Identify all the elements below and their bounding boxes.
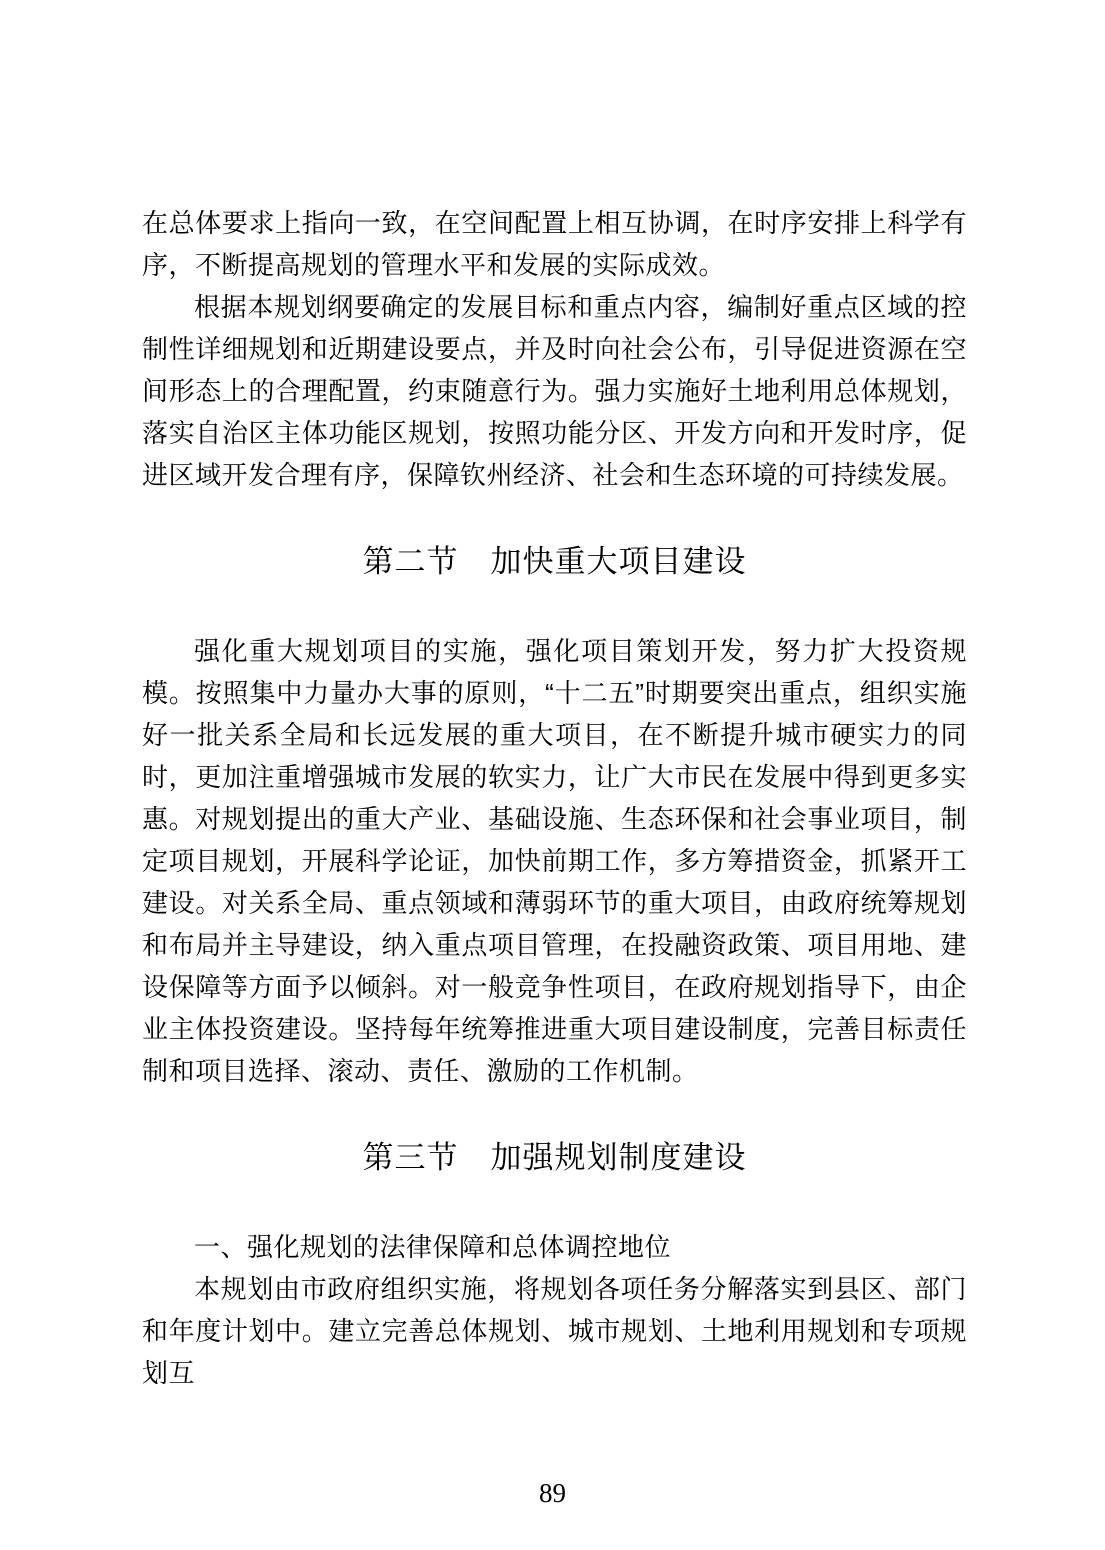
page-number: 89 (539, 1478, 566, 1508)
page-footer (0, 1478, 1105, 1508)
paragraph-planning-publication: 根据本规划纲要确定的发展目标和重点内容，编制好重点区域的控制性详细规划和近期建设要点，并及时向社会公布，引导促进资源在空间形态上的合理配置，约束随意行为。强力实施好土地利用总体规划，落实自治区主体功能区规划，按照功能分区、开发方向和开发时序，促进区域开发合理有序，保障钦州经济、社会和生态环境的可持续发展。 (142, 292, 967, 490)
section-3-heading: 第三节 加强规划制度建设 (362, 1140, 747, 1175)
paragraph-continuation: 在总体要求上指向一致，在空间配置上相互协调，在时序安排上科学有序，不断提高规划的管理水平和发展的实际成效。 (142, 208, 967, 280)
section-3-subheading-1: 一、强化规划的法律保障和总体调控地位 (194, 1232, 672, 1262)
section-2-paragraph: 强化重大规划项目的实施，强化项目策划开发，努力扩大投资规模。按照集中力量办大事的原则，“十二五”时期要突出重点，组织实施好一批关系全局和长远发展的重大项目，在不断提升城市硬实力的同时，更加注重增强城市发展的软实力，让广大市民在发展中得到更多实惠。对规划提出的重大产业、基础设施、生态环保和社会事业项目，制定项目规划，开展科学论证，加快前期工作，多方筹措资金，抓紧开工建设。对关系全局、重点领域和薄弱环节的重大项目，由政府统筹规划和布局并主导建设，纳入重点项目管理，在投融资政策、项目用地、建设保障等方面予以倾斜。对一般竞争性项目，在政府规划指导下，由企业主体投资建设。坚持每年统筹推进重大项目建设制度，完善目标责任制和项目选择、滚动、责任、激励的工作机制。 (142, 636, 967, 1086)
section-2-heading: 第二节 加快重大项目建设 (362, 544, 747, 579)
section-3-paragraph-1: 本规划由市政府组织实施，将规划各项任务分解落实到县区、部门和年度计划中。建立完善总体规划、城市规划、土地利用规划和专项规划互 (142, 1274, 967, 1388)
